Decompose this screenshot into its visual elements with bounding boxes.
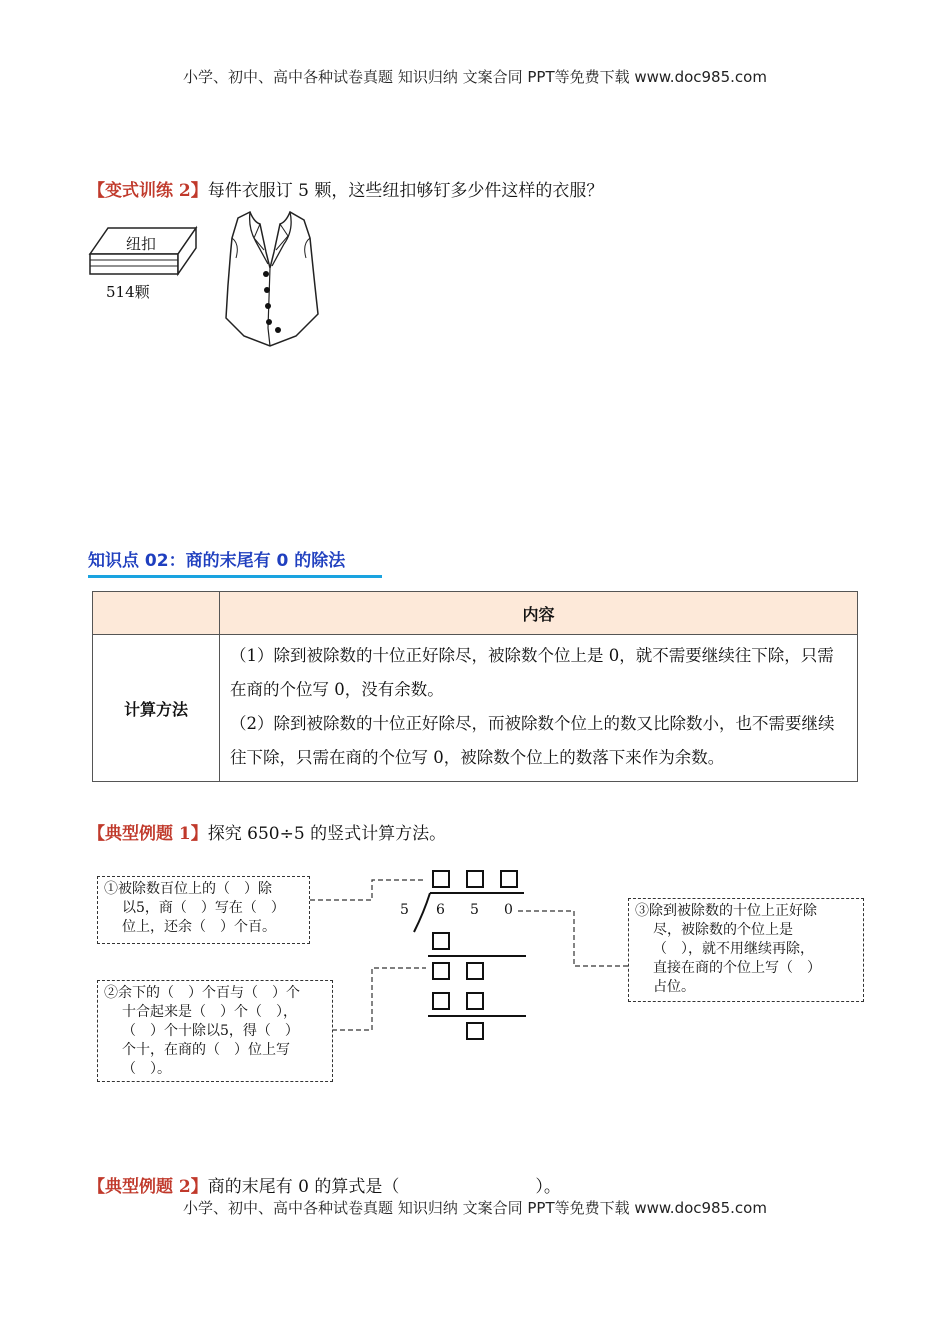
table-header-content: 内容 — [220, 592, 858, 635]
exercise2-question: 每件衣服订 5 颗，这些纽扣够钉多少件这样的衣服？ — [207, 181, 604, 201]
method-content — [220, 635, 858, 782]
vest-icon — [214, 208, 328, 352]
page-header: 小学、初中、高中各种试卷真题 知识归纳 文案合同 PPT等免费下载 www.doc985.com — [183, 68, 767, 86]
step3-box-a — [432, 992, 450, 1010]
exercise2-tag: 【变式训练 2】 — [88, 181, 208, 201]
dividend-digit-ones: 0 — [504, 902, 513, 918]
box2-line-4: 个十，在商的（ ）位上写 — [122, 1042, 290, 1058]
step1-box — [432, 932, 450, 950]
example1-question: 探究 650÷5 的竖式计算方法。 — [207, 824, 447, 844]
box2-line-3: （ ）个十除以5，得（ ） — [122, 1023, 299, 1039]
page-footer: 小学、初中、高中各种试卷真题 知识归纳 文案合同 PPT等免费下载 www.doc985.com — [183, 1199, 767, 1217]
table-header-empty — [93, 592, 220, 635]
table-header-row — [93, 592, 858, 635]
explanation-box-2 — [97, 980, 333, 1082]
quotient-box-ones — [500, 870, 518, 888]
button-count-label: 514颗 — [106, 283, 150, 301]
box1-line-1: ①被除数百位上的（ ）除 — [104, 881, 272, 897]
step3-box-b — [466, 992, 484, 1010]
division-line-2 — [428, 1015, 526, 1017]
box3-line-5: 占位。 — [653, 979, 695, 995]
dividend-digit-tens: 5 — [470, 902, 479, 918]
step2-box-a — [432, 962, 450, 980]
step2-box-b — [466, 962, 484, 980]
box3-line-2: 尽，被除数的个位上是 — [653, 922, 793, 938]
divisor: 5 — [400, 902, 409, 918]
explanation-box-3 — [628, 898, 864, 1002]
box2-line-1: ②余下的（ ）个百与（ ）个 — [104, 985, 300, 1001]
table-row — [93, 635, 858, 782]
example1-line — [88, 819, 446, 844]
box2-line-5: （ ）。 — [122, 1061, 171, 1077]
method-para-2: （2）除到被除数的十位正好除尽，而被除数个位上的数又比除数小，也不需要继续往下除，只需在商的个位写 0，被除数个位上的数落下来作为余数。 — [230, 714, 835, 767]
quotient-box-hundreds — [432, 870, 450, 888]
knowledge-point-underline — [88, 575, 382, 578]
box1-line-3: 位上，还余（ ）个百。 — [122, 919, 276, 935]
division-line-1 — [428, 955, 526, 957]
box1-line-2: 以5，商（ ）写在（ ） — [122, 900, 285, 916]
box3-line-3: （ ），就不用继续再除， — [653, 941, 814, 957]
row-label-method: 计算方法 — [93, 635, 220, 782]
example1-tag: 【典型例题 1】 — [88, 824, 208, 844]
knowledge-point-title: 知识点 02：商的末尾有 0 的除法 — [88, 551, 346, 571]
example2-line — [88, 1172, 561, 1197]
remainder-box — [466, 1022, 484, 1040]
dividend-digit-hundreds: 6 — [436, 902, 445, 918]
box3-line-4: 直接在商的个位上写（ ） — [653, 960, 821, 976]
quotient-box-tens — [466, 870, 484, 888]
vest-illustration — [214, 208, 328, 352]
box3-line-1: ③除到被除数的十位上正好除 — [635, 903, 817, 919]
box2-line-2: 十合起来是（ ）个（ ）， — [122, 1004, 297, 1020]
explanation-box-1 — [97, 876, 310, 944]
example2-tag: 【典型例题 2】 — [88, 1177, 208, 1197]
button-box-label: 纽扣 — [126, 235, 157, 253]
example2-question: 商的末尾有 0 的算式是（ ）。 — [207, 1177, 561, 1197]
method-para-1: （1）除到被除数的十位正好除尽，被除数个位上是 0，就不需要继续往下除，只需在商的个位写 0，没有余数。 — [230, 646, 834, 699]
exercise2-line — [88, 176, 603, 201]
method-table — [92, 591, 858, 782]
